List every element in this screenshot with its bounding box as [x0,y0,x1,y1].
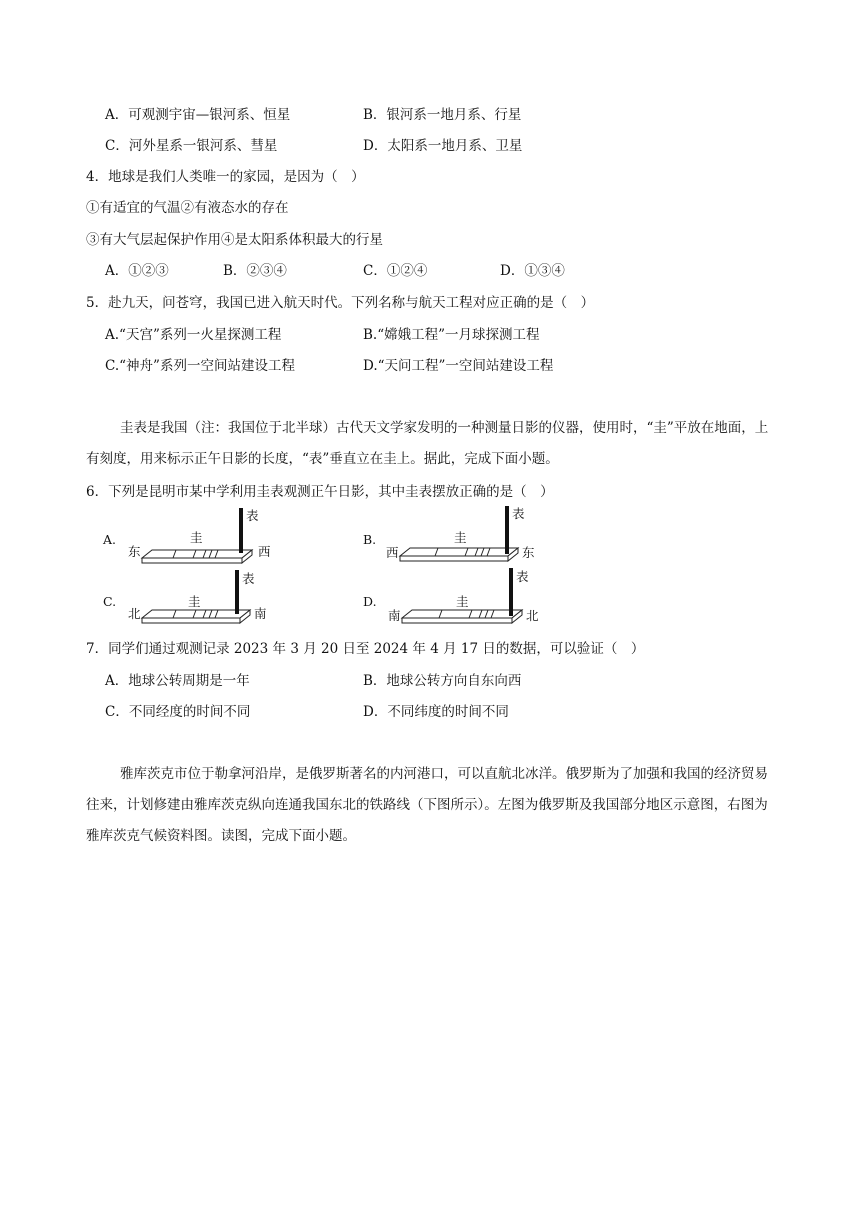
passage-yakutsk: 雅库茨克市位于勒拿河沿岸，是俄罗斯著名的内河港口，可以直航北冰洋。俄罗斯为了加强和我国的经济贸易往来，计划修建由雅库茨克纵向连通我国东北的铁路线（下图所示）。左图为俄罗斯及我国部分地区示意图，右图为雅库茨克气候资料图。读图，完成下面小题。 [86,766,768,844]
q4-option-c: C．①②④ [363,263,428,279]
q6-stem: 6．下列是昆明市某中学利用圭表观测正午日影，其中圭表摆放正确的是（ ） [86,484,554,500]
q3-option-c: C．河外星系一银河系、彗星 [105,138,278,154]
q5-option-d: D.“天问工程”一空间站建设工程 [363,358,554,374]
guibiao-diagram-d [360,568,550,634]
passage-guibiao: 圭表是我国（注：我国位于北半球）古代天文学家发明的一种测量日影的仪器，使用时，“圭”平放在地面，上有刻度，用来标示正午日影的长度，“表”垂直立在圭上。据此，完成下面小题。 [86,420,769,467]
biao-pole [239,508,243,553]
guibiao-diagram-c [100,568,290,634]
q5-stem: 5．赴九天，问苍穹，我国已进入航天时代。下列名称与航天工程对应正确的是（ ） [86,295,595,311]
q4-option-b: B．②③④ [223,263,287,279]
guibiao-diagram-a [100,506,290,572]
q5-option-b: B.“嫦娥工程”一月球探测工程 [363,327,540,343]
direction-left: 南 [388,608,401,623]
q4-stem: 4．地球是我们人类唯一的家园，是因为（ ） [86,169,365,185]
q7-option-b: B．地球公转方向自东向西 [363,673,522,689]
direction-right: 南 [254,606,267,621]
guibiao-diagram-b [360,506,550,572]
biao-pole [235,570,239,614]
diagram-d [360,568,550,638]
q4-item-1: ①有适宜的气温②有液态水的存在 [86,200,289,216]
gui-plate [142,550,252,563]
q4-item-2: ③有大气层起保护作用④是太阳系体积最大的行星 [86,232,383,248]
q4-option-d: D．①③④ [500,263,565,279]
biao-label: 表 [512,506,525,521]
direction-right: 北 [526,608,539,623]
q4-option-a: A．①②③ [105,263,169,279]
gui-label: 圭 [456,594,469,609]
option-letter: B. [363,532,377,547]
direction-left: 北 [128,606,141,621]
q7-option-a: A．地球公转周期是一年 [105,673,250,689]
gui-label: 圭 [190,530,203,545]
q7-option-d: D．不同纬度的时间不同 [363,704,509,720]
diagram-b [360,506,550,576]
gui-plate [402,610,522,623]
q7-stem: 7．同学们通过观测记录 2023 年 3 月 20 日至 2024 年 4 月 17 日的数据，可以验证（ ） [86,641,645,657]
direction-right: 东 [522,545,535,560]
biao-label: 表 [246,508,259,523]
q5-option-c: C.“神舟”系列一空间站建设工程 [105,358,295,374]
q3-option-b: B．银河系一地月系、行星 [363,107,522,123]
gui-label: 圭 [454,530,467,545]
q3-option-a: A．可观测宇宙—银河系、恒星 [105,107,291,123]
diagram-c [100,568,290,638]
biao-pole [505,506,509,554]
diagram-a [100,506,290,576]
gui-plate [142,610,250,623]
biao-pole [509,568,513,616]
direction-right: 西 [258,544,271,559]
direction-left: 西 [386,545,399,560]
biao-label: 表 [242,571,255,586]
option-letter: C. [103,594,117,609]
q5-option-a: A.“天宫”系列一火星探测工程 [105,327,282,343]
direction-left: 东 [128,544,141,559]
option-letter: D. [363,594,377,609]
biao-label: 表 [516,569,529,584]
q7-option-c: C．不同经度的时间不同 [105,704,251,720]
gui-label: 圭 [188,594,201,609]
q3-option-d: D．太阳系一地月系、卫星 [363,138,523,154]
option-letter: A. [103,532,117,547]
gui-plate [400,548,518,561]
